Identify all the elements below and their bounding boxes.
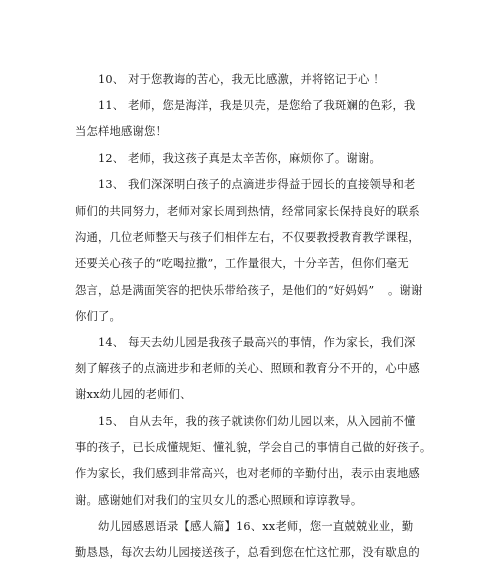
- paragraph-13-line-5-tail: 。谢谢: [388, 284, 423, 297]
- paragraph-11-line-1: 11、 老师，您是海洋，我是贝壳，是您给了我斑斓的色彩，我: [98, 99, 416, 112]
- paragraph-13-line-4: 还要关心孩子的“吃喝拉撒”，工作量很大，十分辛苦，但你们毫无: [75, 257, 409, 270]
- paragraph-11-line-2: 当怎样地感谢您！: [75, 125, 167, 138]
- paragraph-13-line-2: 师们的共同努力，老师对家长周到热情，经常同家长保持良好的联系: [75, 205, 420, 218]
- paragraph-13-line-5: 怨言，总是满面笑容的把快乐带给孩子，是他们的“好妈妈”: [75, 284, 375, 297]
- paragraph-12: 12、 老师，我这孩子真是太辛苦你，麻烦你了。谢谢。: [98, 152, 381, 165]
- paragraph-15-line-3: 作为家长，我们感到非常高兴，也对老师的辛勤付出，表示由衷地感: [75, 467, 420, 480]
- paragraph-14-line-2: 刻了解孩子的点滴进步和老师的关心、照顾和教育分不开的，心中感: [75, 362, 420, 375]
- paragraph-15-line-2: 事的孩子，已长成懂规矩、懂礼貌，学会自己的事情自己做的好孩子。: [75, 441, 432, 454]
- paragraph-13-line-6: 你们了。: [75, 310, 121, 323]
- paragraph-13-line-1: 13、 我们深深明白孩子的点滴进步得益于园长的直接领导和老: [98, 178, 416, 191]
- paragraph-14-line-1: 14、 每天去幼儿园是我孩子最高兴的事情，作为家长，我们深: [98, 336, 416, 349]
- paragraph-15-line-1: 15、 自从去年，我的孩子就读你们幼儿园以来，从入园前不懂: [98, 415, 416, 428]
- paragraph-16-line-2: 勤恳恳，每次去幼儿园接送孩子，总看到您在忙这忙那，没有歇息的: [75, 546, 420, 559]
- paragraph-15-line-4: 谢。感谢她们对我们的宝贝女儿的悉心照顾和谆谆教导。: [75, 494, 363, 507]
- paragraph-14-line-3: 谢xx幼儿园的老师们、: [75, 388, 192, 401]
- paragraph-10: 10、 对于您教诲的苦心，我无比感激，并将铭记于心 ！: [98, 73, 385, 86]
- paragraph-13-line-3: 沟通，几位老师整天与孩子们相伴左右，不仅要教授教育教学课程，: [75, 231, 420, 244]
- paragraph-16-line-1: 幼儿园感恩语录【感人篇】16、xx老师，您一直兢兢业业，勤: [98, 520, 414, 533]
